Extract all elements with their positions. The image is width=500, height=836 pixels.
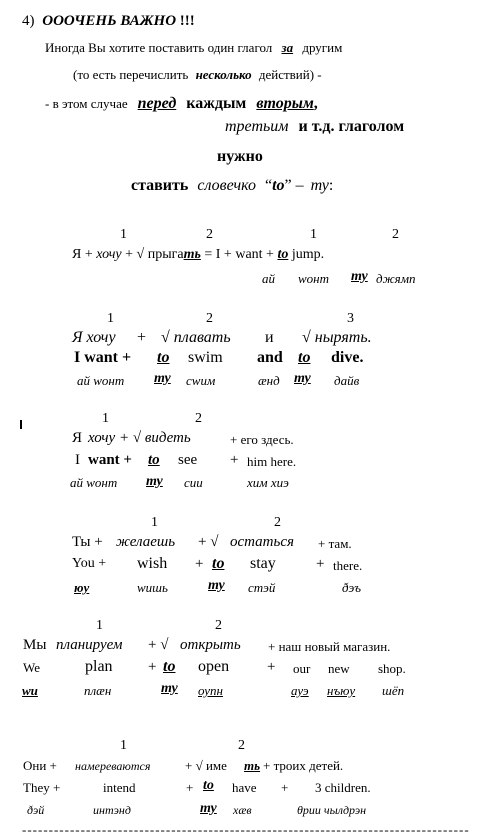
transcription: интэнд	[93, 803, 131, 817]
to-word: to	[298, 349, 311, 366]
en-text: +	[316, 556, 325, 572]
word-number: 2	[392, 227, 399, 242]
intro-text: (то есть перечислить	[73, 67, 189, 82]
en-text: wish	[137, 555, 168, 572]
heading-number: 4)	[22, 13, 35, 29]
transcription: сии	[184, 475, 203, 490]
transcription: ðэй	[27, 803, 45, 817]
ru-text: и	[265, 329, 274, 346]
en-text: open	[198, 658, 230, 675]
colon: :	[328, 177, 334, 194]
ru-text: Я хочу	[72, 329, 116, 346]
transcription: хæв	[233, 803, 252, 817]
en-text: and	[257, 349, 283, 366]
en-text: 3 children.	[315, 780, 371, 795]
transcription: хим хиэ	[247, 475, 289, 490]
transcription: джямп	[376, 271, 416, 286]
en-text: You +	[72, 556, 107, 571]
transcription: оупн	[198, 683, 223, 698]
ru-text: Я +	[72, 247, 97, 262]
ru-text: Я	[72, 430, 83, 446]
intro-text: и т.д. глаголом	[298, 118, 405, 135]
to-transcription: ту	[146, 474, 163, 489]
word-number: 2	[206, 227, 213, 242]
quote-close: ” –	[284, 177, 304, 194]
transcription: шёп	[382, 683, 405, 698]
section-heading	[22, 14, 195, 29]
intro-line-5: нужно	[217, 148, 263, 165]
intro-emphasis: перед	[137, 95, 177, 112]
word-number: 2	[195, 411, 202, 426]
divider-line: ------------------------------------------------------------------------------------	[22, 823, 470, 836]
word-number: 1	[120, 227, 127, 242]
intro-line-2	[73, 68, 322, 81]
intro-text: Иногда Вы хотите поставить один глагол	[45, 40, 273, 55]
en-text: shop.	[378, 661, 406, 676]
intro-text: каждым	[186, 95, 247, 112]
en-text: jump.	[288, 247, 325, 262]
to-word: to	[272, 177, 285, 194]
to-transcription: ту	[310, 177, 329, 194]
transcription: wишь	[137, 580, 168, 595]
to-word: to	[157, 349, 170, 366]
to-transcription: ту	[154, 371, 171, 386]
en-text: have	[232, 780, 257, 795]
ru-verb: открыть	[180, 637, 241, 653]
intro-text: - в этом случае	[45, 96, 128, 111]
en-text: They +	[23, 780, 61, 795]
word-number: 1	[107, 311, 114, 326]
ru-verb: планируем	[56, 637, 123, 653]
to-word: to	[203, 778, 214, 793]
intro-line-3	[45, 96, 318, 112]
transcription: ðэъ	[342, 580, 361, 595]
heading-exclamation: !!!	[179, 13, 195, 29]
to-word: to	[277, 247, 289, 262]
en-text: want +	[88, 452, 132, 468]
intro-line-4	[225, 119, 404, 135]
to-word: to	[212, 555, 225, 572]
quote-open: “	[264, 177, 273, 194]
word-number: 3	[347, 311, 354, 326]
transcription: wи	[22, 683, 38, 698]
ru-text: + наш новый магазин.	[268, 639, 391, 654]
to-word: to	[163, 658, 176, 675]
to-transcription: ту	[161, 681, 178, 696]
intro-text: другим	[302, 40, 343, 55]
ru-ending: ть	[244, 758, 261, 773]
en-text: I want +	[74, 349, 132, 366]
ru-text: + √	[148, 637, 169, 653]
word-number: 2	[215, 618, 222, 633]
word-number: 1	[120, 738, 127, 753]
word-number: 1	[151, 515, 158, 530]
ru-text: +	[137, 329, 147, 346]
intro-line-6	[131, 178, 333, 194]
ru-text: + троих детей.	[263, 758, 344, 773]
en-text: We	[23, 660, 40, 675]
transcription: θрии чылдрэн	[297, 803, 367, 817]
ru-text: Мы	[23, 637, 47, 653]
en-text: I	[75, 452, 80, 468]
transcription: wонт	[298, 271, 330, 286]
transcription: дайв	[334, 373, 360, 388]
ru-ending: ть	[183, 247, 201, 262]
ru-text: Ты +	[72, 534, 103, 550]
to-word: to	[148, 452, 160, 468]
word-number: 1	[102, 411, 109, 426]
intro-emphasis: за	[281, 40, 294, 55]
intro-emphasis: несколько	[195, 67, 252, 82]
en-text: +	[148, 659, 157, 675]
en-text: intend	[103, 780, 136, 795]
ru-verb: остаться	[230, 534, 294, 550]
word-number: 2	[274, 515, 281, 530]
intro-text: действий) -	[258, 67, 322, 82]
en-text: stay	[250, 555, 276, 572]
ru-verb: √ нырять.	[302, 329, 372, 346]
en-text: there.	[333, 558, 363, 573]
en-text: +	[186, 780, 194, 795]
en-text: our	[293, 661, 311, 676]
en-text: see	[178, 452, 198, 468]
ru-verb: желаешь	[116, 534, 176, 550]
en-text: +	[267, 659, 276, 675]
ru-text: + там.	[318, 536, 352, 551]
transcription: ай	[262, 271, 275, 286]
word-number: 2	[238, 738, 245, 753]
en-text: plan	[85, 658, 113, 675]
en-text: = I + want +	[200, 247, 278, 262]
en-text: dive.	[331, 349, 364, 366]
transcription: ай wонт	[70, 475, 118, 490]
en-text: swim	[188, 349, 223, 366]
to-transcription: ту	[200, 801, 217, 816]
en-text: +	[281, 780, 289, 795]
word-number: 1	[310, 227, 317, 242]
heading-text: ОООЧЕНЬ ВАЖНО	[42, 13, 177, 29]
example-1-sentence	[72, 248, 324, 262]
en-text: +	[195, 556, 204, 572]
transcription: юу	[74, 580, 90, 595]
ru-text: + √ име	[185, 758, 227, 773]
transcription: сwим	[186, 373, 216, 388]
ru-verb: √ плавать	[161, 329, 231, 346]
transcription: æнд	[258, 373, 280, 388]
word-number: 1	[96, 618, 103, 633]
transcription: ауэ	[291, 683, 309, 698]
ru-text: + √ прыга	[121, 247, 184, 262]
intro-emphasis: третьим	[225, 118, 289, 135]
ru-text: + √	[198, 534, 219, 550]
intro-emphasis: вторым	[256, 95, 314, 112]
ru-verb: намереваются	[75, 759, 151, 773]
ru-text: Они +	[23, 758, 57, 773]
ru-verb: хочу + √ видеть	[88, 430, 191, 446]
intro-text: ,	[313, 95, 318, 112]
word-number: 2	[206, 311, 213, 326]
intro-text: ставить	[131, 177, 189, 194]
intro-line-1	[45, 41, 342, 54]
margin-mark	[20, 420, 22, 429]
intro-emphasis: словечко	[197, 177, 256, 194]
transcription: нъюу	[327, 683, 356, 698]
transcription: стэй	[248, 580, 276, 595]
en-text: new	[328, 661, 350, 676]
to-transcription: ту	[294, 371, 311, 386]
to-transcription: ту	[351, 269, 368, 284]
to-transcription: ту	[208, 578, 225, 593]
en-text: him here.	[247, 454, 297, 469]
ru-text: + его здесь.	[230, 432, 294, 447]
transcription: плæн	[84, 683, 112, 698]
en-text: +	[230, 452, 239, 468]
transcription: ай wонт	[77, 373, 125, 388]
ru-verb: хочу	[96, 247, 122, 262]
